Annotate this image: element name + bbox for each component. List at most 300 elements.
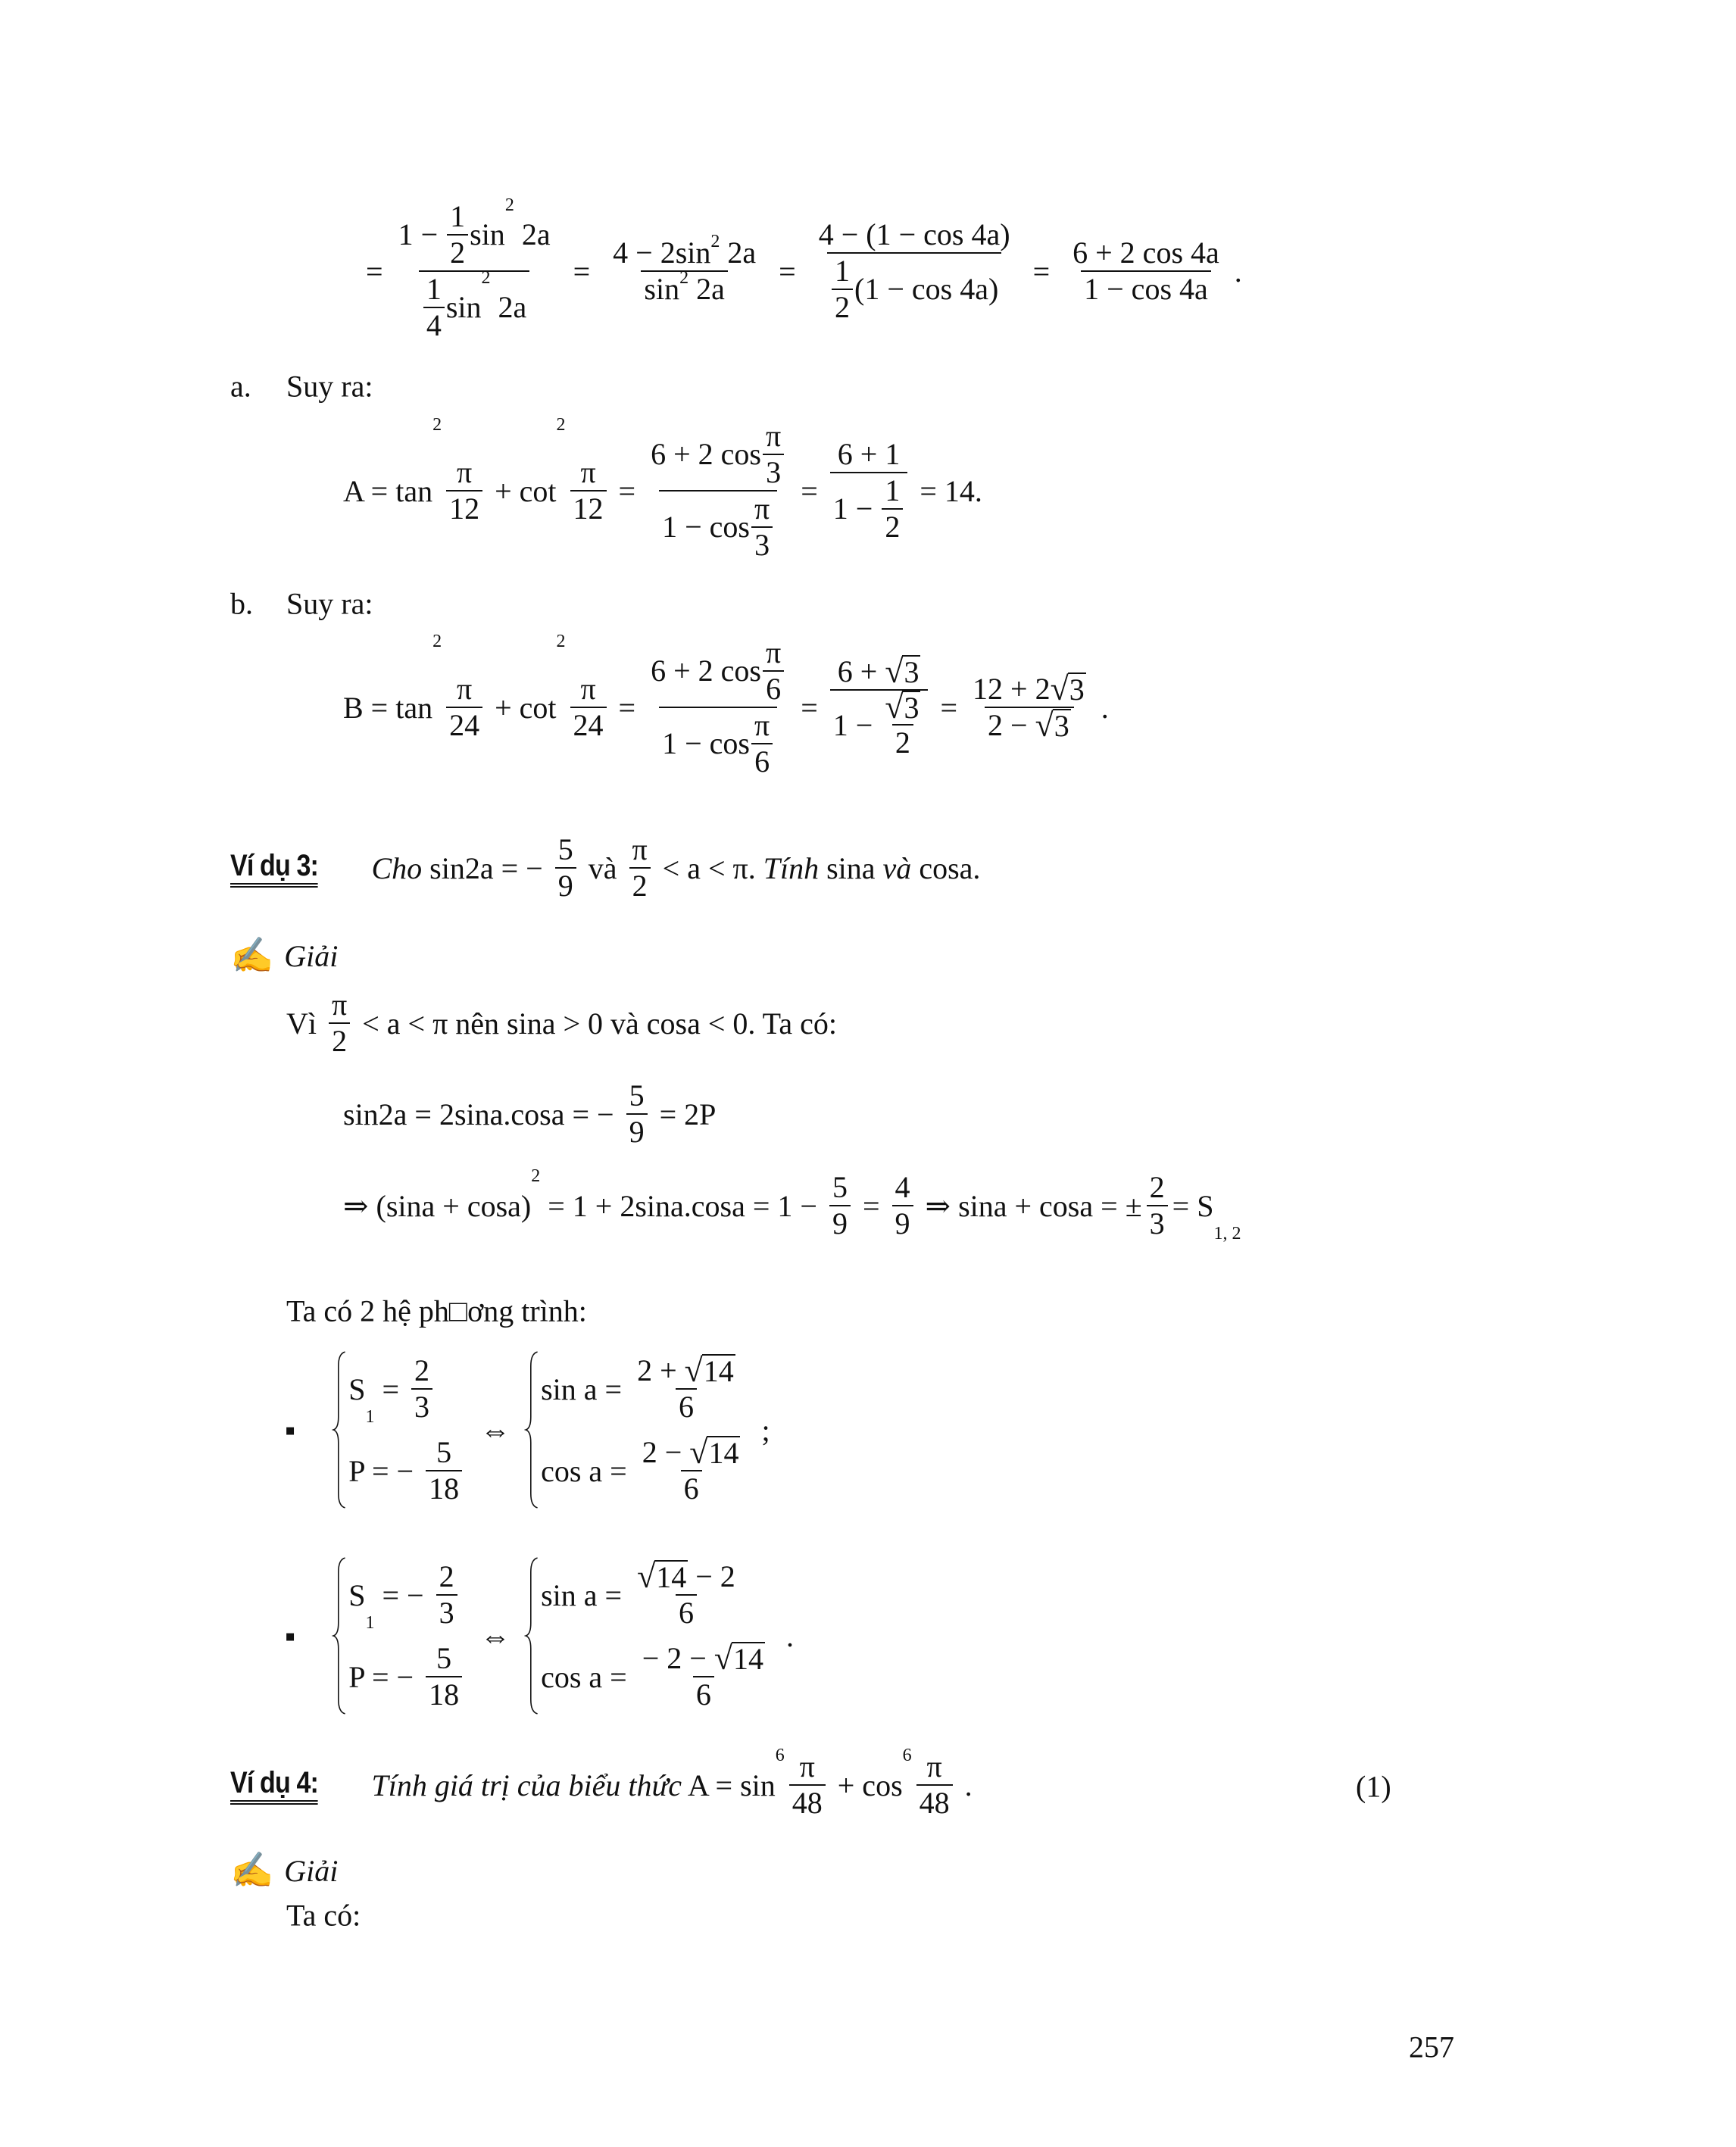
math-text: 3 bbox=[1149, 1206, 1165, 1240]
math-text: 4 − (1 − cos 4a) bbox=[818, 217, 1010, 251]
denominator bbox=[681, 1470, 702, 1506]
numerator bbox=[924, 1749, 945, 1784]
square-root bbox=[714, 1642, 765, 1675]
part-b-label bbox=[230, 586, 253, 622]
math-text: = bbox=[610, 473, 644, 508]
equation-identity bbox=[366, 195, 1242, 343]
numerator bbox=[797, 1749, 818, 1784]
radicand: 14 bbox=[733, 1642, 763, 1676]
denominator bbox=[985, 707, 1074, 743]
italic-text: Cho bbox=[371, 850, 423, 885]
math-text: 2 bbox=[450, 236, 466, 270]
math-text: = bbox=[793, 690, 826, 725]
numerator bbox=[395, 195, 554, 270]
denominator bbox=[447, 234, 468, 270]
solution-heading-1 bbox=[230, 935, 338, 976]
fraction bbox=[830, 437, 908, 545]
fraction bbox=[629, 832, 650, 903]
math-text: 2 bbox=[1149, 1170, 1165, 1204]
radicand: 14 bbox=[703, 1354, 734, 1388]
math-text: = bbox=[366, 254, 391, 289]
numerator bbox=[829, 1170, 851, 1205]
math-text: 3 bbox=[766, 455, 782, 489]
math-text: ⇒ (sina + cosa) bbox=[343, 1188, 532, 1223]
denominator bbox=[693, 1676, 714, 1712]
page-number-line bbox=[1409, 2030, 1454, 2065]
math-text: = bbox=[610, 690, 644, 725]
numerator bbox=[832, 254, 853, 289]
math-text: 6 bbox=[683, 1471, 699, 1506]
system-1 bbox=[285, 1350, 770, 1509]
math-text: 3 bbox=[439, 1596, 454, 1630]
superscript: 2 bbox=[432, 415, 442, 435]
fraction bbox=[610, 232, 759, 307]
numerator bbox=[329, 988, 350, 1022]
math-text: + cot bbox=[487, 690, 557, 725]
math-text: Ta có 2 hệ ph□ơng trình: bbox=[286, 1294, 587, 1328]
fraction bbox=[1147, 1170, 1168, 1241]
two-systems-text bbox=[286, 1294, 587, 1329]
numerator bbox=[639, 1435, 744, 1470]
denominator bbox=[751, 526, 773, 563]
radical-sign-icon: √ bbox=[1035, 707, 1054, 744]
math-text: 3 bbox=[754, 528, 770, 562]
math-text: . bbox=[957, 1768, 973, 1802]
math-text: S bbox=[348, 1372, 366, 1406]
page-number: 257 bbox=[1409, 2030, 1454, 2064]
sin2a-line bbox=[343, 1078, 716, 1150]
superscript: 6 bbox=[775, 1746, 785, 1765]
denominator bbox=[419, 270, 529, 343]
fraction bbox=[626, 1078, 648, 1150]
superscript: 2 bbox=[710, 232, 720, 251]
numerator bbox=[892, 1170, 913, 1205]
system-rows bbox=[541, 1556, 773, 1715]
math-text: 1 − bbox=[832, 708, 881, 742]
math-text: 9 bbox=[895, 1206, 910, 1240]
subscript: 1, 2 bbox=[1213, 1224, 1241, 1244]
math-text: ⇒ sina + cosa = ± bbox=[917, 1188, 1142, 1223]
square-root bbox=[689, 1436, 740, 1469]
fraction bbox=[329, 988, 350, 1059]
math-text: B = tan bbox=[343, 690, 433, 725]
equation-system bbox=[524, 1556, 773, 1715]
math-text: S bbox=[348, 1577, 366, 1612]
denominator bbox=[659, 707, 777, 779]
denominator bbox=[446, 707, 482, 743]
left-brace-icon bbox=[332, 1350, 348, 1509]
denominator bbox=[676, 1594, 697, 1631]
we-have-text bbox=[286, 1898, 361, 1933]
fraction bbox=[763, 419, 784, 490]
math-text: 6 bbox=[695, 1677, 711, 1712]
math-text: và bbox=[580, 850, 625, 885]
square-root bbox=[637, 1560, 688, 1593]
denominator bbox=[830, 472, 908, 545]
numerator bbox=[1069, 236, 1222, 270]
math-text: 24 bbox=[573, 708, 604, 742]
left-brace-icon bbox=[524, 1350, 541, 1509]
math-text: π bbox=[766, 419, 782, 453]
numerator bbox=[882, 688, 923, 726]
math-text: (1) bbox=[1356, 1769, 1391, 1804]
square-root bbox=[1051, 672, 1086, 706]
numerator bbox=[835, 654, 924, 689]
math-text: cos a = bbox=[541, 1659, 635, 1694]
math-text: sin a = bbox=[541, 1577, 630, 1612]
denominator bbox=[892, 724, 913, 760]
numerator bbox=[648, 635, 788, 707]
numerator bbox=[1147, 1170, 1168, 1205]
math-text: sin a = bbox=[541, 1372, 630, 1406]
fraction bbox=[423, 272, 445, 343]
radicand: 14 bbox=[656, 1560, 687, 1594]
math-text: 6 bbox=[766, 672, 782, 706]
equation-number bbox=[1356, 1769, 1391, 1805]
denominator bbox=[626, 1113, 648, 1150]
left-brace-icon bbox=[524, 1556, 541, 1715]
equation-system bbox=[524, 1350, 748, 1509]
superscript: 6 bbox=[902, 1746, 912, 1765]
math-text: = 1 + 2sina.cosa = 1 − bbox=[540, 1188, 825, 1223]
italic-text: Tính giá trị của biểu thức bbox=[371, 1768, 682, 1802]
math-text: = bbox=[793, 473, 826, 508]
math-text: + cot bbox=[487, 473, 557, 508]
denominator bbox=[789, 1784, 826, 1821]
math-text: A = tan bbox=[343, 473, 433, 508]
math-text: < a < π. bbox=[654, 850, 763, 885]
fraction bbox=[411, 1353, 432, 1425]
math-text: 1 − bbox=[398, 217, 446, 251]
radical-sign-icon: √ bbox=[1050, 670, 1069, 707]
math-text: 2 bbox=[332, 1024, 348, 1058]
fraction bbox=[816, 217, 1013, 325]
radicand: 3 bbox=[904, 691, 920, 725]
fraction bbox=[555, 832, 576, 903]
math-text: 2 bbox=[414, 1353, 429, 1387]
radicand: 3 bbox=[1069, 672, 1085, 707]
system-row bbox=[348, 1559, 467, 1631]
math-text: 4 bbox=[895, 1170, 910, 1204]
math-text: = bbox=[932, 690, 966, 725]
math-text: 24 bbox=[449, 708, 480, 742]
numerator bbox=[634, 1559, 738, 1594]
denominator bbox=[1081, 270, 1211, 307]
numerator bbox=[763, 635, 784, 670]
math-text: 5 bbox=[436, 1641, 452, 1675]
numerator bbox=[436, 1559, 457, 1594]
fraction bbox=[751, 492, 773, 563]
math-text: = bbox=[763, 254, 811, 289]
math-text: π bbox=[766, 635, 782, 669]
denominator bbox=[882, 508, 903, 545]
fraction bbox=[426, 1435, 462, 1506]
fraction bbox=[639, 1435, 744, 1506]
fraction bbox=[882, 688, 923, 760]
implies-line bbox=[343, 1166, 1241, 1244]
subscript: 1 bbox=[365, 1613, 375, 1633]
numerator bbox=[751, 492, 773, 526]
denominator bbox=[641, 270, 727, 307]
denominator bbox=[827, 252, 1001, 325]
math-text: ; bbox=[754, 1412, 770, 1447]
numerator bbox=[816, 217, 1013, 252]
denominator bbox=[659, 490, 777, 563]
fraction bbox=[634, 1353, 738, 1425]
numerator bbox=[634, 1353, 738, 1388]
example-label: Ví dụ 3: bbox=[230, 849, 318, 888]
superscript: 2 bbox=[679, 268, 689, 288]
math-text: Vì bbox=[286, 1006, 324, 1041]
radicand: 3 bbox=[904, 655, 920, 689]
numerator bbox=[411, 1353, 432, 1388]
radical-sign-icon: √ bbox=[637, 1558, 656, 1595]
math-text: sin bbox=[445, 290, 482, 324]
system-rows bbox=[541, 1350, 748, 1509]
math-text: cosa. bbox=[911, 850, 981, 885]
numerator bbox=[433, 1641, 454, 1676]
math-text: 2 bbox=[439, 1559, 454, 1593]
math-text: 12 + 2 bbox=[973, 672, 1051, 706]
part-a-suy-ra: Suy ra: bbox=[286, 369, 373, 404]
denominator bbox=[426, 1676, 462, 1712]
math-text: π bbox=[754, 708, 770, 742]
superscript: 2 bbox=[432, 632, 442, 651]
math-text: . bbox=[1093, 690, 1109, 725]
math-text: 48 bbox=[919, 1786, 950, 1820]
denominator bbox=[411, 1388, 432, 1425]
equation-A bbox=[343, 415, 982, 563]
radical-sign-icon: √ bbox=[684, 1352, 703, 1389]
fraction bbox=[1069, 236, 1222, 307]
system-row bbox=[541, 1435, 748, 1506]
math-text: − 2 − bbox=[642, 1641, 714, 1675]
math-text: 5 bbox=[436, 1435, 452, 1469]
math-text: π bbox=[457, 455, 473, 489]
math-text: 6 + 2 cos bbox=[651, 437, 761, 471]
math-text: . bbox=[779, 1618, 794, 1653]
math-text: 6 bbox=[754, 744, 770, 779]
math-text: 2 − bbox=[988, 708, 1035, 742]
italic-text: Giải bbox=[284, 1853, 339, 1888]
fraction bbox=[436, 1559, 457, 1631]
denominator bbox=[829, 1205, 851, 1241]
math-text: 6 bbox=[678, 1390, 694, 1424]
math-text: 18 bbox=[429, 1677, 460, 1712]
math-text: = bbox=[557, 254, 606, 289]
math-text: = S bbox=[1172, 1188, 1214, 1223]
fraction bbox=[763, 635, 784, 707]
numerator bbox=[629, 832, 650, 867]
superscript: 2 bbox=[531, 1166, 541, 1186]
since-line bbox=[286, 988, 837, 1059]
denominator bbox=[763, 454, 784, 490]
math-text: ▪ bbox=[285, 1618, 326, 1653]
numerator bbox=[835, 437, 904, 472]
fraction bbox=[751, 708, 773, 779]
math-text: 6 + 2 cos 4a bbox=[1073, 236, 1219, 270]
math-text: π bbox=[754, 492, 770, 526]
math-text: 2 bbox=[885, 510, 901, 544]
radicand: 14 bbox=[708, 1436, 739, 1470]
denominator bbox=[830, 689, 929, 760]
numerator bbox=[454, 455, 475, 490]
math-text: 12 bbox=[449, 492, 480, 526]
radical-sign-icon: √ bbox=[885, 653, 904, 690]
fraction bbox=[570, 672, 607, 743]
denominator bbox=[570, 707, 607, 743]
math-text: 2a bbox=[688, 272, 725, 306]
math-text: = 14. bbox=[912, 473, 982, 508]
system-row bbox=[348, 1435, 467, 1506]
denominator bbox=[763, 670, 784, 707]
denominator bbox=[423, 307, 445, 343]
square-root bbox=[885, 655, 920, 688]
numerator bbox=[882, 473, 903, 508]
math-text: 9 bbox=[557, 869, 573, 903]
numerator bbox=[433, 1435, 454, 1470]
denominator bbox=[751, 743, 773, 779]
math-text: sin bbox=[470, 217, 505, 251]
superscript: 2 bbox=[556, 415, 566, 435]
math-text: 6 + 2 cos bbox=[651, 654, 761, 688]
part-b-suy-ra: Suy ra: bbox=[286, 586, 373, 621]
fraction bbox=[447, 199, 468, 270]
part-a-text bbox=[286, 369, 373, 404]
math-text: π bbox=[332, 988, 348, 1022]
math-text: 1 − cos 4a bbox=[1084, 272, 1208, 306]
math-text: 5 bbox=[629, 1078, 645, 1113]
part-a-marker: a. bbox=[230, 369, 251, 404]
fraction bbox=[789, 1749, 826, 1821]
math-text: 48 bbox=[792, 1786, 823, 1820]
system-2 bbox=[285, 1556, 794, 1715]
writing-hand-icon: ✍ bbox=[230, 1851, 274, 1890]
math-text: 2 bbox=[895, 726, 910, 760]
denominator bbox=[629, 867, 651, 903]
math-text: = bbox=[1017, 254, 1066, 289]
math-text: (1 − cos 4a) bbox=[854, 272, 999, 306]
italic-text: Giải bbox=[284, 938, 339, 973]
math-text: 2a bbox=[490, 290, 527, 324]
math-text: Ta có: bbox=[286, 1898, 361, 1933]
example-label: Ví dụ 4: bbox=[230, 1766, 318, 1805]
fraction bbox=[446, 672, 482, 743]
numerator bbox=[577, 455, 598, 490]
denominator bbox=[1147, 1205, 1168, 1241]
fraction bbox=[916, 1749, 953, 1821]
subscript: 1 bbox=[365, 1407, 375, 1427]
system-row bbox=[541, 1559, 773, 1631]
equation-system bbox=[332, 1350, 467, 1509]
math-text: 6 + 1 bbox=[837, 437, 901, 471]
part-b-text bbox=[286, 586, 373, 622]
denominator bbox=[832, 289, 853, 325]
math-text: < a < π nên sina > 0 và cosa < 0. Ta có: bbox=[354, 1006, 837, 1041]
math-text: 2a bbox=[514, 217, 551, 251]
math-text: ⇔ bbox=[473, 1618, 519, 1653]
numerator bbox=[751, 708, 773, 743]
math-text: 1 bbox=[450, 199, 466, 233]
math-text: 2 bbox=[632, 869, 648, 903]
math-text: ⇔ bbox=[473, 1412, 519, 1447]
math-text: 2a bbox=[720, 236, 757, 270]
math-text: A = sin bbox=[682, 1768, 776, 1802]
system-rows bbox=[348, 1556, 467, 1715]
writing-hand-icon: ✍ bbox=[230, 936, 274, 975]
numerator bbox=[447, 199, 468, 234]
math-text: sin2a = 2sina.cosa = − bbox=[343, 1097, 622, 1131]
denominator bbox=[555, 867, 576, 903]
math-text: π bbox=[632, 832, 648, 866]
math-text: 5 bbox=[832, 1170, 848, 1204]
math-text: 6 + bbox=[837, 654, 885, 688]
numerator bbox=[763, 419, 784, 454]
fraction bbox=[570, 455, 607, 526]
math-text: 2 + bbox=[637, 1353, 685, 1387]
math-text: = bbox=[374, 1372, 407, 1406]
math-text: 4 bbox=[426, 308, 442, 342]
math-text: 1 bbox=[835, 254, 850, 288]
numerator bbox=[639, 1641, 768, 1676]
denominator bbox=[329, 1022, 350, 1059]
fraction bbox=[648, 635, 788, 779]
math-text: 1 − cos bbox=[662, 726, 750, 760]
system-row bbox=[541, 1641, 773, 1712]
denominator bbox=[446, 490, 482, 526]
math-text: − 2 bbox=[688, 1559, 735, 1593]
superscript: 2 bbox=[556, 632, 566, 651]
numerator bbox=[423, 272, 445, 307]
numerator bbox=[648, 419, 788, 490]
math-text: 18 bbox=[429, 1471, 460, 1506]
square-root bbox=[885, 688, 920, 726]
solution-heading-2 bbox=[230, 1850, 338, 1891]
math-text: = 2P bbox=[651, 1097, 717, 1131]
math-text: sina bbox=[819, 850, 883, 885]
math-text: 5 bbox=[557, 832, 573, 866]
math-text: 12 bbox=[573, 492, 604, 526]
math-text: cos a = bbox=[541, 1453, 635, 1488]
denominator bbox=[892, 1205, 913, 1241]
fraction bbox=[892, 1170, 913, 1241]
math-text: 4 − 2sin bbox=[613, 236, 711, 270]
italic-text: Tính bbox=[763, 850, 820, 885]
system-row bbox=[541, 1353, 748, 1425]
denominator bbox=[436, 1594, 457, 1631]
radical-sign-icon: √ bbox=[689, 1434, 708, 1471]
square-root bbox=[1035, 709, 1071, 742]
numerator bbox=[555, 832, 576, 867]
math-text: π bbox=[799, 1749, 815, 1783]
math-text: 6 bbox=[678, 1596, 694, 1630]
math-text: 1 bbox=[885, 473, 901, 507]
math-text: 2 bbox=[835, 290, 850, 324]
superscript: 2 bbox=[481, 268, 491, 288]
math-text: sin bbox=[644, 272, 680, 306]
fraction bbox=[395, 195, 554, 343]
math-text: π bbox=[457, 672, 473, 706]
math-text: P = − bbox=[348, 1659, 422, 1694]
denominator bbox=[570, 490, 607, 526]
equation-system bbox=[332, 1556, 467, 1715]
math-text: P = − bbox=[348, 1453, 422, 1488]
numerator bbox=[610, 232, 759, 270]
fraction bbox=[426, 1641, 462, 1712]
math-text: + cos bbox=[829, 1768, 903, 1802]
math-text: 3 bbox=[414, 1390, 429, 1424]
math-text: 2 − bbox=[642, 1435, 690, 1469]
